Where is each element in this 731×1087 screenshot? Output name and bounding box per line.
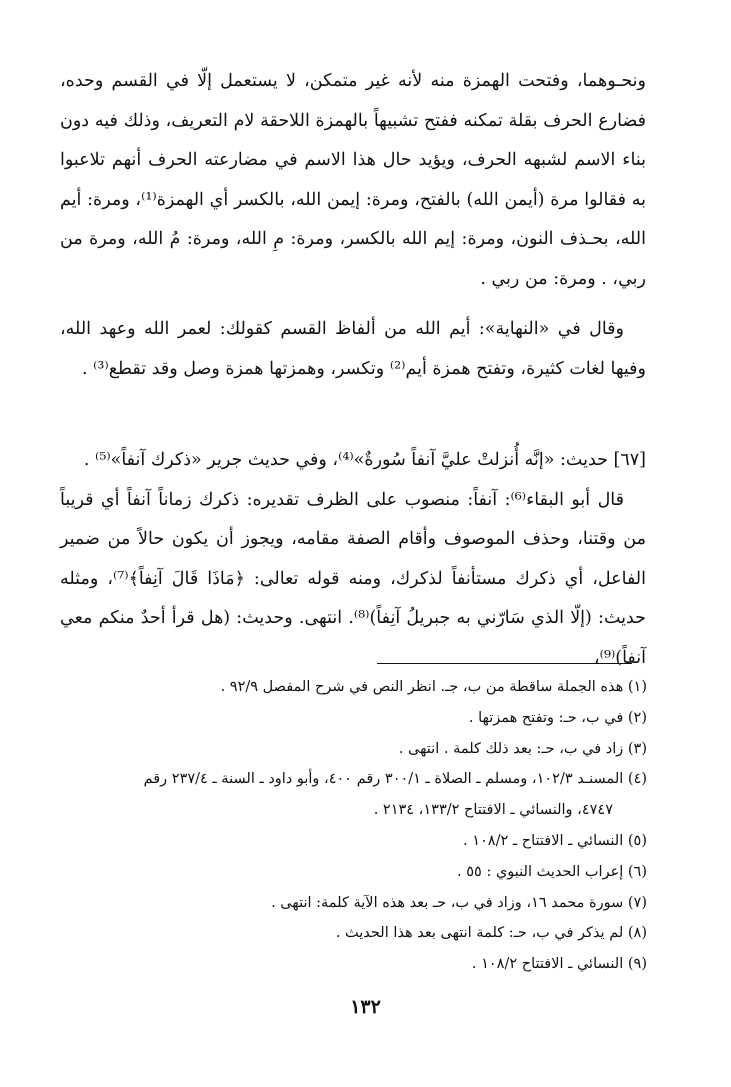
footnote: (٦) إعراب الحديث النبوي : ٥٥ . (457, 863, 647, 880)
paragraph: قال أبو البقاء⁽⁶⁾: آنفاً: منصوب على الظرف تقديره: ذكرك زماناً آنفاً أي قريباً من وقتنا، وحذف الموصوف وأقام الصفة مقامه، ويجوز أن يكون حالاً من ضمير الفاعل، أي ذكرك مستأنفاً لذكرك، ومنه قوله تعالى: ﴿مَاذَا قَالَ آنِفاً﴾⁽⁷⁾، ومثله حديث: (إلّا الذي سَارّني به جبريلُ آنِفاً)⁽⁸⁾. انتهى. وحديث: (هل قرأ أحدٌ منكم معي آنفاً)⁽⁹⁾، (60, 489, 646, 668)
footnotes (55, 672, 647, 980)
footnote: (٢) في ب، حـ: وتفتح همزتها . (468, 709, 647, 726)
footnote: (٤) المسنـد ١٠٢/٣، ومسلم ـ الصلاة ـ ٣٠٠/١ رقم ٤٠٠، وأبو داود ـ السنة ـ ٢٣٧/٤ رقم (143, 771, 647, 788)
footnote: (٥) النسائي ـ الافتتاح ـ ١٠٨/٢ . (463, 832, 647, 849)
paragraph-gap (60, 299, 646, 310)
section-gap (60, 389, 646, 441)
paragraph: وقال في «النهاية»: أيم الله من ألفاظ القسم كقولك: لعمر الله وعهد الله، وفيها لغات كثيرة، وتفتح همزة أيم⁽²⁾ وتكسر، وهمزتها همزة وصل وقد تقطع⁽³⁾ . (60, 319, 646, 379)
page-number: ١٣٢ (350, 996, 381, 1018)
main-text (60, 62, 646, 678)
paragraph: ونحـوهما، وفتحت الهمزة منه لأنه غير متمكن، لا يستعمل إلّا في القسم وحده، فضارع الحرف بقلة تمكنه ففتح تشبيهاً بالهمزة اللاحقة لام التعريف، وذلك فيه دون بناء الاسم لشبهه الحرف، ويؤيد حال هذا الاسم في مضارعته الحرف أنهم تلاعبوا به فقالوا مرة (أيمن الله) بالفتح، ومرة: إيمن الله، بالكسر أي الهمزة⁽¹⁾، ومرة: أيم الله، بحـذف النون، ومرة: إيم الله بالكسر، ومرة: مِ الله، ومرة: مُ الله، ومرة من ربي، . ومرة: من ربي . (60, 71, 647, 289)
footnote: (٨) لم يذكر في ب، حـ: كلمة انتهى بعد هذا الحديث . (335, 925, 647, 942)
footnote: (٣) زاد في ب، حـ: بعد ذلك كلمة . انتهى . (398, 740, 647, 757)
footnote-continuation: ٤٧٤٧، والنسائي ـ الافتتاح ١٣٣/٢، ٢١٣٤ . (373, 802, 613, 819)
footnote: (١) هذه الجملة ساقطة من ب، جـ. انظر النص في شرح المفصل ٩٢/٩ . (220, 679, 647, 695)
hadith-heading: [٦٧] حديث: «إنَّه أُنزلتْ عليَّ آنفاً سُورةٌ»⁽⁴⁾، وفي حديث جرير «ذكرك آنفاً»⁽⁵⁾ . (83, 450, 646, 470)
footnote-separator (377, 663, 632, 664)
footnote: (٧) سورة محمد ١٦، وزاد في ب، حـ بعد هذه الآية كلمة: انتهى . (271, 894, 647, 911)
footnote: (٩) النسائي ـ الافتتاح ١٠٨/٢ . (471, 956, 647, 973)
